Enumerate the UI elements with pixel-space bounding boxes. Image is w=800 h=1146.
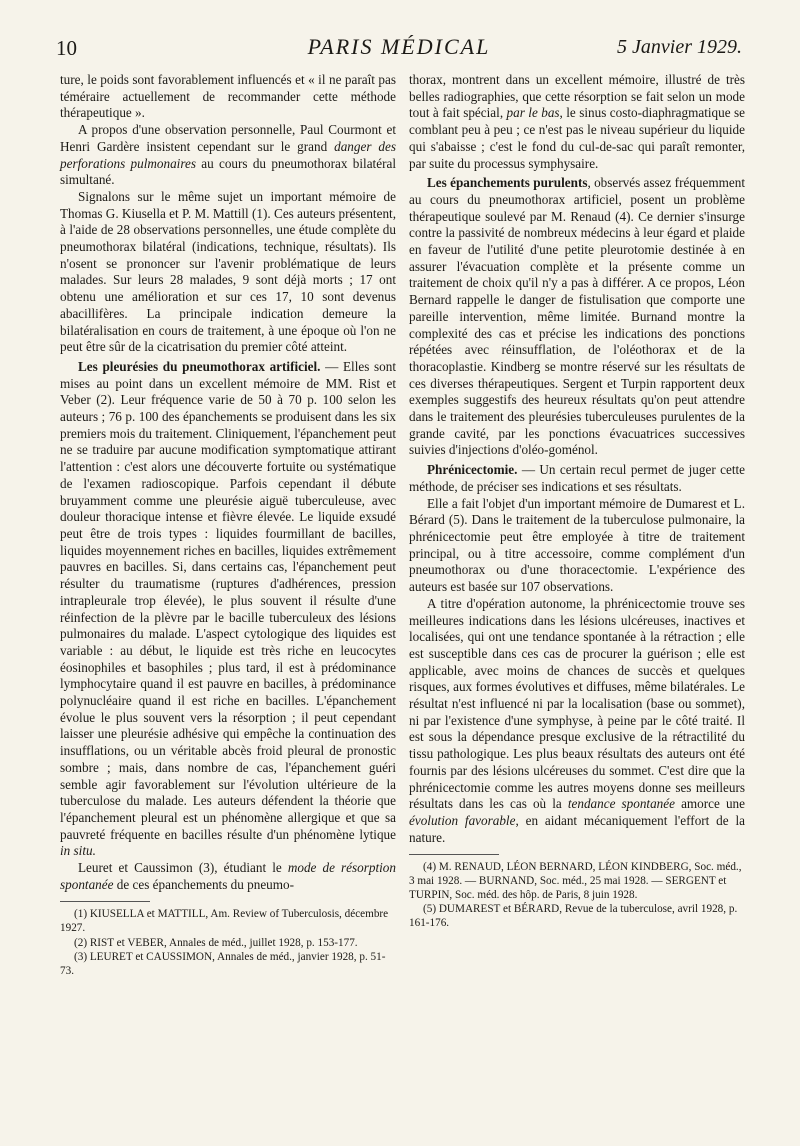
running-title: PARIS MÉDICAL [307, 34, 491, 59]
paragraph: A titre d'opération autonome, la phrénicectomie trouve ses meilleures indications dans les lésions ulcéreuses, inactives et localisées, qui ont une tendance spontanée à la rétraction ; elle est susceptible dans ces cas de procurer la guérison ; elle est applicable, avec moins de chances de succès et quelques risques, aux formes évolutives et diffuses, même bilatérales. Le résultat n'est influencé ni par la localisation (base ou sommet), ni par l'existence d'une symphyse, à peine par le côté traité. Il est sous la dépendance presque exclusive de la rétractilité du tissu pathologique. Les plus beaux résultats des auteurs ont été fournis par des lésions ulcéreuses du sommet. C'est dire que la phrénicectomie comme les autres moyens donne ses meilleurs résultats dans les cas où la tendance spontanée amorce une évolution favorable, en aidant mécaniquement l'effort de la nature. [409, 595, 745, 845]
paragraph: Signalons sur le même sujet un important mémoire de Thomas G. Kiusella et P. M. Mattill (1). Ces auteurs présentent, à l'aide de 28 observations personnelles, une étude complète du pneumothorax bilatéral (indications, technique, résultats). Ils n'osent se prononcer sur l'avenir problématique de leurs malades. Sur leurs 28 malades, 9 sont déjà morts ; 17 ont obtenu une amélioration et sur ces 17, 10 sont devenus abacillifères. La principale indication demeure la bilatéralisation en cours de traitement, à une époque où l'on ne peut être sûr de la cicatrisation du premier côté atteint. [60, 188, 396, 355]
section-paragraph: Phrénicectomie. — Un certain recul permet de juger cette méthode, de préciser ses indications et ses résultats. [409, 462, 745, 494]
footnote: (1) KIUSELLA et MATTILL, Am. Review of Tuberculosis, décembre 1927. [60, 908, 389, 935]
paragraph: ture, le poids sont favorablement influencés et « il ne paraît pas téméraire actuellement de recommander cette méthode thérapeutique ». [60, 72, 396, 121]
paragraph: Leuret et Caussimon (3), étudiant le mode de résorption spontanée de ces épanchements du pneumo- [60, 860, 396, 892]
footnotes [60, 908, 396, 978]
section-heading: Les pleurésies du pneumothorax artificiel. [78, 358, 321, 374]
section-paragraph: Les épanchements purulents, observés assez fréquemment au cours du pneumothorax artificiel, posent un problème thérapeutique soulevé par M. Renaud (4). Ce dernier s'insurge contre la passivité de nombreux médecins à leur égard et plaide en faveur de l'utilité d'une petite pleurotomie destinée à en assurer l'évacuation complète et la présente comme un traitement de choix qu'il n'y a pas à différer. A ce propos, Léon Bernard rappelle le danger de fistulisation que comporte une pareille intervention, même limitée. Burnand montre la complexité des cas et précise les indications des ponctions répétées avec réinsufflation, de l'oléothorax et de la thoracoplastie. Kindberg se montre réservé sur les résultats de ces diverses thérapeutiques. Sergent et Turpin rapportent deux exemples suggestifs des heureux résultats qu'on peut attendre dans le traitement des pleurésies tuberculeuses purulentes de la grande cavité, par les ponctions évacuatrices successives suivies d'injections d'oléo-goménol. [409, 175, 745, 458]
paragraph: A propos d'une observation personnelle, Paul Courmont et Henri Gardère insistent cependant sur le grand danger des perforations pulmonaires au cours du pneumothorax bilatéral simultané. [60, 122, 396, 188]
footnote: (4) M. RENAUD, LÉON BERNARD, LÉON KINDBERG, Soc. méd., 3 mai 1928. — BURNAND, Soc. méd., 25 mai 1928. — SERGENT et TURPIN, Soc. méd. des hôp. de Paris, 8 juin 1928. [409, 861, 742, 901]
paragraph: thorax, montrent dans un excellent mémoire, illustré de très belles radiographies, que cette résorption se fait selon un mode tout à fait spécial, par le bas, le sinus costo-diaphragmatique se comblant peu à peu ; ce n'est pas le niveau supérieur du liquide qui s'abaisse ; c'est le fond du cul-de-sac qui paraît remonter, par suite du processus symphysaire. [409, 72, 745, 171]
page-number: 10 [56, 36, 77, 60]
issue-date: 5 Janvier 1929. [617, 36, 742, 58]
left-column [60, 72, 396, 979]
paragraph: Elle a fait l'objet d'un important mémoire de Dumarest et L. Bérard (5). Dans le traitement de la tuberculose pulmonaire, la phrénicectomie peut être employée à titre de traitement principal, ou à titre accessoire, comme complément d'un pneumothorax ou d'une thoracectomie. L'expérience des auteurs est basée sur 107 observations. [409, 495, 745, 595]
section-paragraph: Les pleurésies du pneumothorax artificiel. — Elles sont mises au point dans un excellent mémoire de MM. Rist et Veber (2). Leur fréquence varie de 50 à 70 p. 100 selon les auteurs ; 76 p. 100 des épanchements se produisent dans les six premiers mois du traitement. Cliniquement, l'épanchement peut ne se traduire par aucune modification symptomatique attirant l'attention : c'est alors une découverte fortuite ou systématique de l'examen radioscopique. Parfois cependant il débute bruyamment comme une pleurésie aiguë tuberculeuse, avec douleur thoracique intense et fièvre élevée. Le liquide exsudé peut être de trois types : liquides fourmillant de bacilles, liquides moyennement riches en bacilles, liquides extrêmement pauvres en bacilles. Si, dans certains cas, l'épanchement peut résulter du traumatisme (ruptures d'adhérences, pression intrapleurale trop élevée), le plus souvent il résulte d'une réinfection de la plèvre par le bacille tuberculeux des lésions pulmonaires du malade. L'aspect cytologique des liquides est variable : au début, le liquide est très riche en leucocytes éosinophiles et basophiles ; plus tard, il est à prédominance lymphocytaire quand il est pauvre en bacilles, à prédominance polynucléaire quand il est riche en bacilles. L'épanchement évolue le plus souvent vers la résorption ; il peut cependant laisser une pleurésie adhésive qui empêche la continuation des insufflations, ou un véritable abcès froid pleural de pronostic sombre ; mais, dans nombre de cas, l'épanchement guéri semble agir favorablement sur l'évolution ultérieure de la tuberculose du malade. Les auteurs défendent la théorie que l'épanchement pleural est un phénomène allergique et que sa pauvreté fréquente en bacilles résulte d'un phénomène lytique in situ. [60, 358, 396, 859]
section-heading: Les épanchements purulents [427, 175, 588, 191]
footnote: (3) LEURET et CAUSSIMON, Annales de méd., janvier 1928, p. 51-73. [60, 951, 386, 977]
footnote: (5) DUMAREST et BÉRARD, Revue de la tuberculose, avril 1928, p. 161-176. [409, 903, 738, 929]
page-header [56, 34, 742, 64]
section-heading: Phrénicectomie. [427, 462, 518, 478]
footnote-rule [409, 854, 499, 855]
right-column [409, 72, 745, 931]
footnote: (2) RIST et VEBER, Annales de méd., juillet 1928, p. 153-177. [74, 936, 358, 949]
footnote-rule [60, 901, 150, 902]
footnotes [409, 861, 745, 930]
